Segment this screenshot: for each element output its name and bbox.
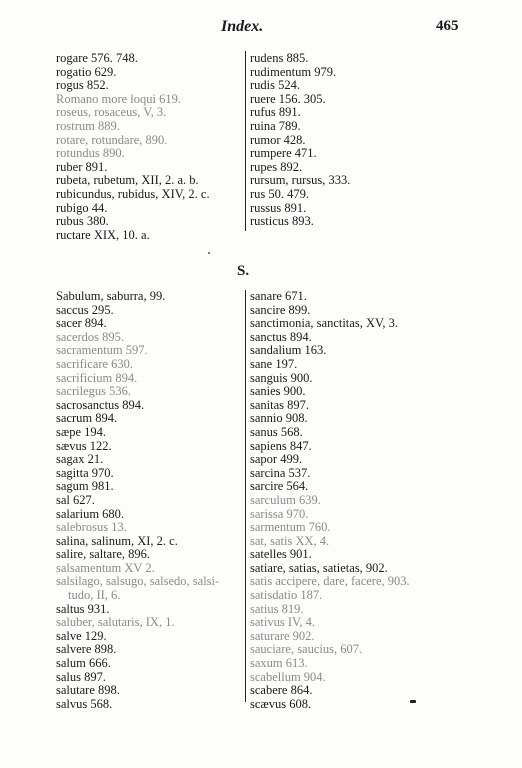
index-entry: salve 129. — [56, 628, 107, 643]
index-column-bottom-left — [56, 290, 219, 711]
index-entry: ruber 891. — [56, 159, 108, 174]
index-entry: rusticus 893. — [250, 214, 314, 229]
index-entry: sacramentum 597. — [56, 343, 148, 358]
index-entry: sagitta 970. — [56, 465, 114, 480]
index-entry: rubus 380. — [56, 214, 109, 229]
index-entry: rubigo 44. — [56, 200, 108, 215]
index-entry: tudo, II, 6. — [68, 588, 121, 603]
index-entry: rus 50. 479. — [250, 186, 310, 201]
index-entry: sal 627. — [56, 492, 95, 507]
index-entry: rogus 852. — [56, 78, 109, 93]
index-entry: satis accipere, dare, facere, 903. — [250, 574, 410, 589]
index-entry: salina, salinum, XI, 2. c. — [56, 533, 178, 548]
index-entry: sauciare, saucius, 607. — [250, 642, 363, 657]
index-entry: sarculum 639. — [250, 492, 321, 507]
index-entry: sacrificium 894. — [56, 370, 138, 385]
index-entry: rostrum 889. — [56, 118, 120, 133]
index-entry: scævus 608. — [250, 696, 312, 711]
index-entry: salire, saltare, 896. — [56, 547, 151, 562]
index-entry: rudens 885. — [250, 51, 309, 65]
index-entry: sæpe 194. — [56, 424, 106, 439]
column-divider-top — [245, 51, 246, 231]
page-number: 465 — [436, 18, 459, 34]
index-entry: sacer 894. — [56, 316, 107, 331]
index-entry: saltus 931. — [56, 601, 110, 616]
index-column-bottom-right — [250, 290, 410, 711]
index-entry: sacrum 894. — [56, 411, 118, 426]
index-entry: ruere 156. 305. — [250, 91, 326, 106]
index-entry: sanctus 894. — [250, 329, 312, 344]
index-entry: sanus 568. — [250, 424, 303, 439]
index-entry: salarium 680. — [56, 506, 125, 521]
column-divider-bottom — [245, 290, 246, 702]
index-entry: sat, satis XX, 4. — [250, 533, 330, 548]
index-entry: satius 819. — [250, 601, 304, 616]
index-entry: ructare XIX, 10. a. — [56, 227, 150, 242]
index-column-top-left — [56, 52, 210, 242]
index-entry: rursum, rursus, 333. — [250, 173, 351, 188]
index-entry: sagum 981. — [56, 479, 114, 494]
index-entry: rudis 524. — [250, 78, 300, 93]
index-entry: sancire 899. — [250, 302, 311, 317]
index-entry: satisdatio 187. — [250, 588, 323, 603]
index-entry: rufus 891. — [250, 105, 301, 120]
index-entry: saccus 295. — [56, 302, 114, 317]
index-entry: salvere 898. — [56, 642, 117, 657]
index-entry: sagax 21. — [56, 452, 104, 467]
index-entry: sanguis 900. — [250, 370, 313, 385]
index-entry: rumor 428. — [250, 132, 306, 147]
index-entry: Romano more loqui 619. — [56, 91, 181, 106]
section-letter: S. — [237, 263, 250, 279]
index-entry: sacrificare 630. — [56, 356, 134, 371]
index-entry: rubeta, rubetum, XII, 2. a. b. — [56, 173, 199, 188]
index-entry: sævus 122. — [56, 438, 112, 453]
index-entry: rupes 892. — [250, 159, 303, 174]
index-entry: sane 197. — [250, 356, 298, 371]
index-entry: salum 666. — [56, 656, 111, 671]
index-entry: rotundus 890. — [56, 146, 125, 161]
index-entry: sarmentum 760. — [250, 520, 331, 535]
index-entry: rumpere 471. — [250, 146, 317, 161]
index-entry: ruina 789. — [250, 118, 301, 133]
page-header — [0, 18, 522, 40]
index-entry: sativus IV, 4. — [250, 615, 316, 630]
index-entry: rogare 576. 748. — [56, 51, 138, 65]
ink-mark — [410, 700, 416, 703]
index-entry: satiare, satias, satietas, 902. — [250, 560, 388, 575]
index-entry: saxum 613. — [250, 656, 308, 671]
index-entry: satelles 901. — [250, 547, 312, 562]
index-entry: sanies 900. — [250, 384, 306, 399]
index-entry: saturare 902. — [250, 628, 315, 643]
index-entry: russus 891. — [250, 200, 307, 215]
index-entry: sacrosanctus 894. — [56, 397, 145, 412]
index-entry: scabere 864. — [250, 683, 313, 698]
index-entry: rogatio 629. — [56, 64, 117, 79]
index-entry: salsamentum XV 2. — [56, 560, 155, 575]
index-entry: salus 897. — [56, 669, 106, 684]
index-column-top-right — [250, 52, 350, 229]
index-entry: rotare, rotundare, 890. — [56, 132, 168, 147]
index-entry: rudimentum 979. — [250, 64, 337, 79]
index-entry: sanitas 897. — [250, 397, 310, 412]
index-entry: sanctimonia, sanctitas, XV, 3. — [250, 316, 399, 331]
index-entry: salvus 568. — [56, 696, 113, 711]
index-entry: sapor 499. — [250, 452, 303, 467]
index-entry: sacrilegus 536. — [56, 384, 131, 399]
index-entry: sannio 908. — [250, 411, 308, 426]
index-entry: sacerdos 895. — [56, 329, 125, 344]
index-entry: salebrosus 13. — [56, 520, 127, 535]
index-entry: saluber, salutaris, IX, 1. — [56, 615, 175, 630]
index-entry: rubicundus, rubidus, XIV, 2. c. — [56, 186, 210, 201]
index-entry: sanare 671. — [250, 289, 307, 303]
index-entry: roseus, rosaceus, V, 3. — [56, 105, 167, 120]
ink-speck — [208, 252, 210, 254]
index-entry: sarcina 537. — [250, 465, 311, 480]
index-entry: sarissa 970. — [250, 506, 309, 521]
running-title: Index. — [221, 18, 264, 35]
index-entry: salutare 898. — [56, 683, 120, 698]
index-entry: Sabulum, saburra, 99. — [56, 289, 166, 303]
index-entry: sapiens 847. — [250, 438, 312, 453]
index-entry: scabellum 904. — [250, 669, 326, 684]
index-entry: salsilago, salsugo, salsedo, salsi- — [56, 574, 220, 589]
index-entry: sandalium 163. — [250, 343, 327, 358]
index-entry: sarcire 564. — [250, 479, 309, 494]
